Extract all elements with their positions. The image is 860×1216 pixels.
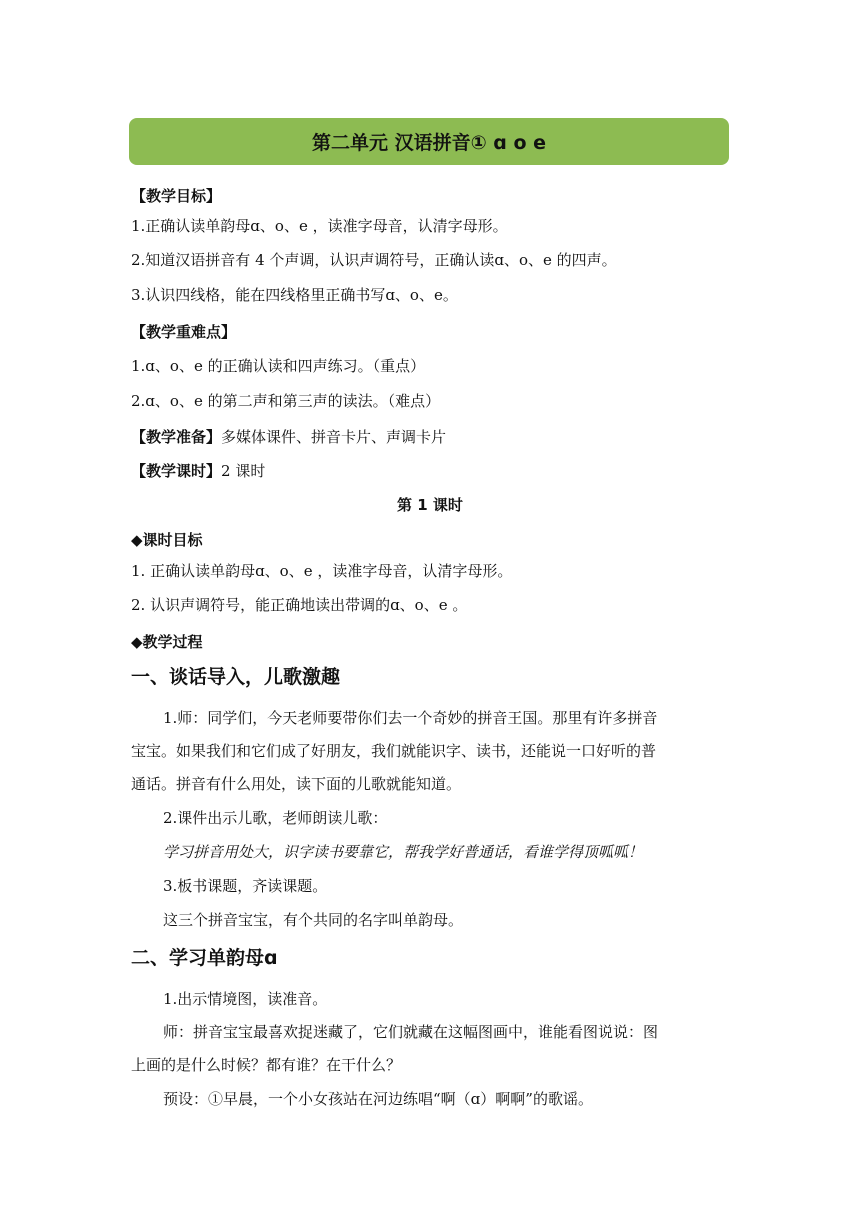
paragraph-line: 上画的是什么时候？都有谁？在干什么？ <box>131 1056 402 1074</box>
paragraph-line: 这三个拼音宝宝，有个共同的名字叫单韵母。 <box>163 911 464 929</box>
hours-label: 【教学课时】 <box>131 462 222 480</box>
difficulty-item: 2.ɑ、o、e 的第二声和第三声的读法。（难点） <box>131 392 441 410</box>
goal-item: 3.认识四线格，能在四线格里正确书写ɑ、o、e。 <box>131 286 458 304</box>
lesson-goal-item: 2. 认识声调符号，能正确地读出带调的ɑ、o、e 。 <box>131 596 468 614</box>
paragraph-line: 师：拼音宝宝最喜欢捉迷藏了，它们就藏在这幅图画中，谁能看图说说：图 <box>163 1023 659 1041</box>
paragraph-line: 宝宝。如果我们和它们成了好朋友，我们就能识字、读书，还能说一口好听的普 <box>131 742 657 760</box>
difficulty-heading: 【教学重难点】 <box>131 323 237 341</box>
difficulty-item: 1.ɑ、o、e 的正确认读和四声练习。（重点） <box>131 357 426 375</box>
nursery-rhyme: 学习拼音用处大，识字读书要靠它，帮我学好普通话，看谁学得顶呱呱！ <box>163 843 644 861</box>
paragraph-line: 2.课件出示儿歌，老师朗读儿歌： <box>163 809 388 827</box>
prep-text: 多媒体课件、拼音卡片、声调卡片 <box>221 428 447 446</box>
prep-row <box>131 427 446 447</box>
paragraph-line: 1.出示情境图，读准音。 <box>163 990 328 1008</box>
paragraph-line: 3.板书课题，齐读课题。 <box>163 877 328 895</box>
lesson-goal-item: 1. 正确认读单韵母ɑ、o、e ，读准字母音，认清字母形。 <box>131 562 513 580</box>
section1-heading: 一、谈话导入，儿歌激趣 <box>131 666 341 688</box>
process-heading: ◆教学过程 <box>131 633 203 651</box>
goal-item: 2.知道汉语拼音有 4 个声调，认识声调符号，正确认读ɑ、o、e 的四声。 <box>131 251 617 269</box>
prep-label: 【教学准备】 <box>131 428 222 446</box>
paragraph-line: 通话。拼音有什么用处，读下面的儿歌就能知道。 <box>131 775 462 793</box>
hours-row <box>131 461 265 481</box>
hours-text: 2 课时 <box>221 462 266 480</box>
paragraph-line: 预设：①早晨，一个小女孩站在河边练唱“啊（ɑ）啊啊”的歌谣。 <box>163 1090 593 1108</box>
section2-heading: 二、学习单韵母ɑ <box>131 947 278 969</box>
goals-heading: 【教学目标】 <box>131 187 222 205</box>
goal-item: 1.正确认读单韵母ɑ、o、e ，读准字母音，认清字母形。 <box>131 217 508 235</box>
lesson-goals-heading: ◆课时目标 <box>131 531 203 549</box>
lesson-title: 第 1 课时 <box>397 496 463 514</box>
unit-title-banner <box>129 118 729 165</box>
paragraph-line: 1.师：同学们，今天老师要带你们去一个奇妙的拼音王国。那里有许多拼音 <box>163 709 658 727</box>
unit-title: 第二单元 汉语拼音① ɑ o e <box>311 132 547 154</box>
